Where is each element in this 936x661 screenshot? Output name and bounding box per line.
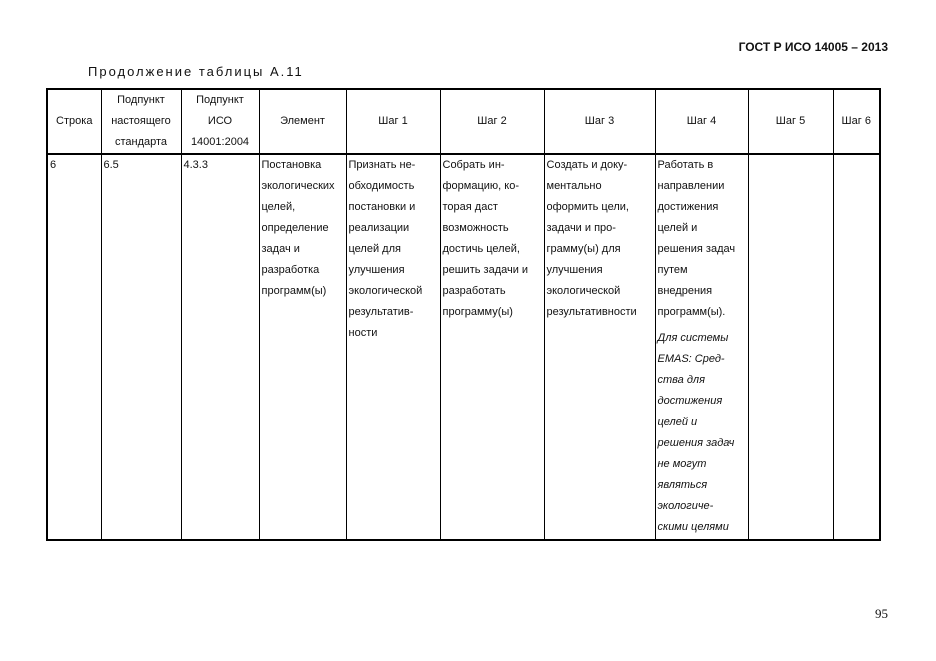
cell-podpunkt-iso: 4.3.3 xyxy=(181,154,259,540)
emas-note-line: достижения xyxy=(657,395,723,407)
table-row xyxy=(47,154,880,540)
page-number: 95 xyxy=(875,606,888,621)
emas-note-line: экологиче- xyxy=(657,500,714,512)
cell-step5 xyxy=(748,154,833,540)
emas-note-line: не могут xyxy=(657,458,707,470)
cell-podpunkt-standard: 6.5 xyxy=(101,154,181,540)
emas-note-line: ства для xyxy=(657,374,705,386)
header-cell: Шаг 5 xyxy=(748,89,833,154)
emas-note-line: являться xyxy=(657,479,708,491)
header-cell: Строка xyxy=(47,89,101,154)
table-header-row xyxy=(47,89,880,154)
document-code: ГОСТ Р ИСО 14005 – 2013 xyxy=(738,40,888,54)
emas-note-line: целей и xyxy=(657,416,698,428)
emas-note-line: решения задач xyxy=(657,437,735,449)
cell-step6 xyxy=(833,154,880,540)
header-cell: Шаг 6 xyxy=(833,89,880,154)
emas-note-line: EMAS: Сред- xyxy=(657,353,725,365)
header-cell: Шаг 4 xyxy=(655,89,748,154)
table-caption: Продолжение таблицы А.11 xyxy=(88,64,304,79)
cell-element: Постановка экологических целей, определение задач и разработка программ(ы) xyxy=(259,154,346,540)
data-table xyxy=(46,88,881,541)
cell-step4: Работать в направлении достижения целей и решения задач путем внедрения программ(ы). Для системы EMAS: Сред- ства для достижения целей и решения задач не могут являться экологиче- скими целями xyxy=(655,154,748,540)
cell-step3: Создать и доку- ментально оформить цели, задачи и про- грамму(ы) для улучшения экологической результативности xyxy=(544,154,655,540)
emas-note-line: скими целями xyxy=(657,521,729,533)
header-cell: Шаг 2 xyxy=(440,89,544,154)
cell-step1: Признать не- обходимость постановки и реализации целей для улучшения экологической результатив- ности xyxy=(346,154,440,540)
header-cell: Подпункт настоящего стандарта xyxy=(101,89,181,154)
emas-note-line: Для системы xyxy=(657,332,729,344)
header-cell: Подпункт ИСО 14001:2004 xyxy=(181,89,259,154)
cell-stroka: 6 xyxy=(47,154,101,540)
cell-step2: Собрать ин- формацию, ко- торая даст возможность достичь целей, решить задачи и разработать программу(ы) xyxy=(440,154,544,540)
header-cell: Шаг 1 xyxy=(346,89,440,154)
header-cell: Шаг 3 xyxy=(544,89,655,154)
header-cell: Элемент xyxy=(259,89,346,154)
